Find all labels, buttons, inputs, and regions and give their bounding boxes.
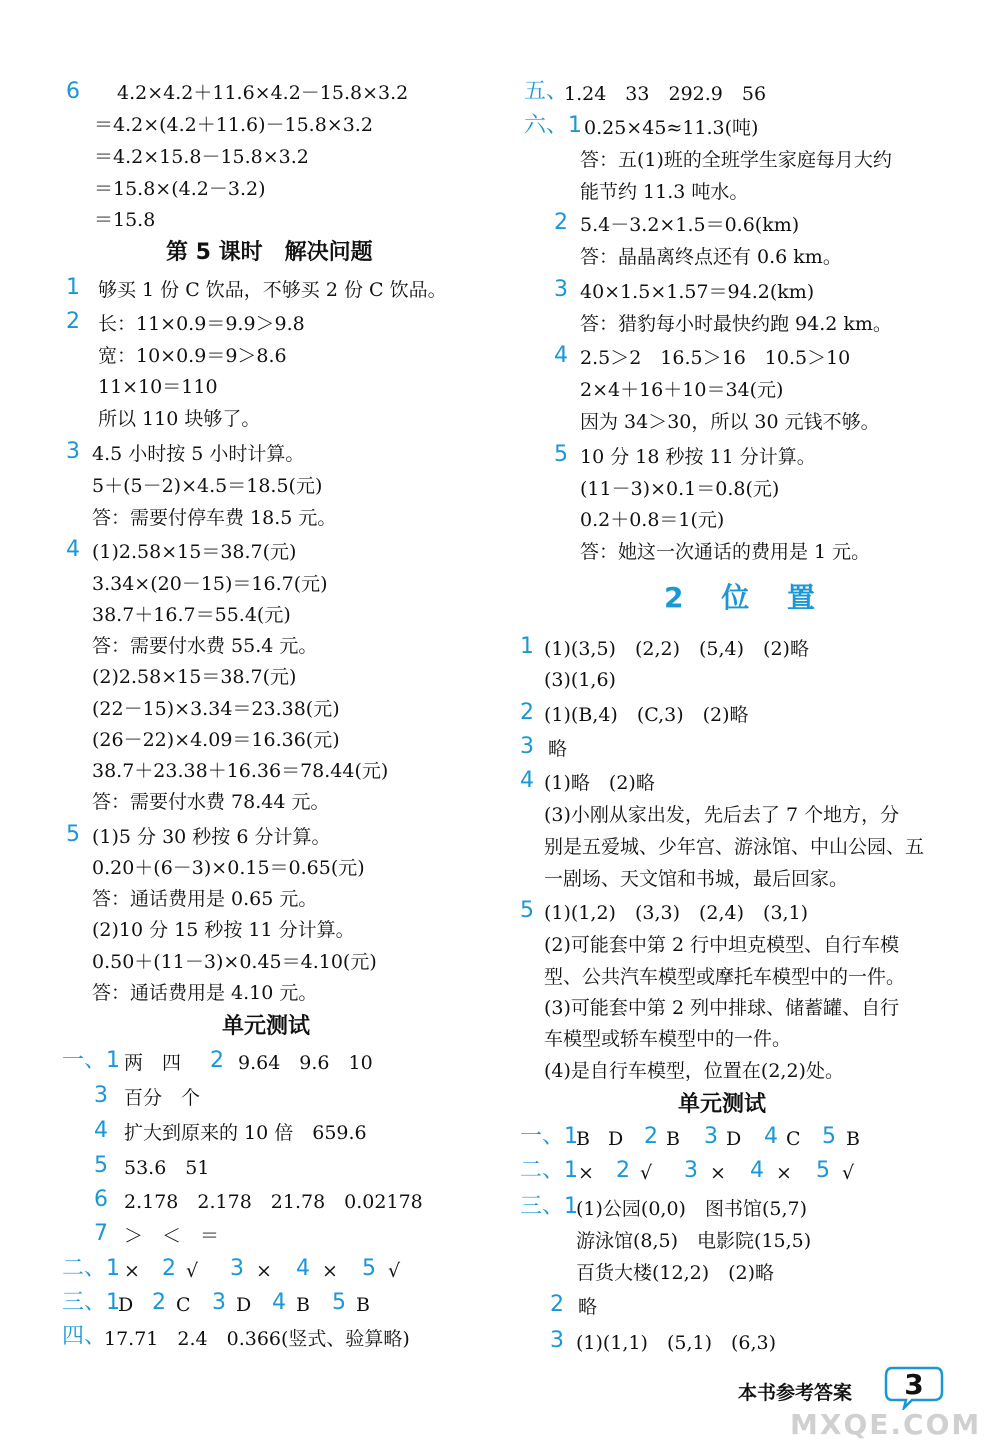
answer-line: 0.2＋0.8＝1(元) bbox=[580, 509, 725, 531]
question-number: 2 bbox=[210, 1048, 224, 1073]
answer-line: (2)可能套中第 2 行中坦克模型、自行车模 bbox=[544, 934, 900, 956]
answer-choice: D bbox=[118, 1294, 134, 1316]
answer-line: 5.4－3.2×1.5＝0.6(km) bbox=[580, 214, 800, 236]
question-number: 二、1 bbox=[62, 1256, 120, 1281]
answer-line: 3.34×(20－15)＝16.7(元) bbox=[92, 573, 328, 595]
answer-line: (4)是自行车模型，位置在(2,2)处。 bbox=[544, 1060, 844, 1082]
question-number: 3 bbox=[684, 1158, 698, 1183]
question-number: 4 bbox=[750, 1158, 764, 1183]
question-number: 6 bbox=[94, 1187, 108, 1212]
question-number: 5 bbox=[332, 1290, 346, 1315]
answer-mark: × bbox=[322, 1260, 338, 1282]
answer-line: 答：她这一次通话的费用是 1 元。 bbox=[580, 541, 871, 563]
answer-line: 能节约 11.3 吨水。 bbox=[580, 181, 749, 203]
page-number-badge bbox=[882, 1362, 946, 1410]
question-number: 4 bbox=[296, 1256, 310, 1281]
question-number: 4 bbox=[520, 768, 534, 793]
answer-line: 百分 个 bbox=[124, 1087, 201, 1109]
answer-choice: B bbox=[356, 1294, 370, 1316]
question-number: 四、 bbox=[62, 1324, 107, 1349]
question-number: 3 bbox=[94, 1083, 108, 1108]
lesson-title: 第 5 课时 解决问题 bbox=[166, 240, 373, 265]
answer-line: 9.64 9.6 10 bbox=[238, 1052, 373, 1074]
answer-line: 2.5＞2 16.5＞16 10.5＞10 bbox=[580, 347, 851, 369]
answer-choice: D bbox=[726, 1128, 742, 1150]
question-number: 六、1 bbox=[524, 113, 582, 138]
answer-line: 38.7＋16.7＝55.4(元) bbox=[92, 604, 291, 626]
answer-mark: √ bbox=[186, 1260, 199, 1282]
question-number: 4 bbox=[94, 1118, 108, 1143]
question-number: 5 bbox=[816, 1158, 830, 1183]
section-title: 2 位 置 bbox=[664, 581, 829, 614]
answer-mark: × bbox=[256, 1260, 272, 1282]
answer-line: (3)可能套中第 2 列中排球、储蓄罐、自行 bbox=[544, 997, 900, 1019]
answer-line: 车模型或轿车模型中的一件。 bbox=[544, 1028, 792, 1050]
answer-line: 略 bbox=[548, 738, 568, 760]
answer-choice: B bbox=[296, 1294, 310, 1316]
question-number: 2 bbox=[66, 309, 80, 334]
watermark: MXQE.COM bbox=[790, 1408, 982, 1441]
answer-line: 答：五(1)班的全班学生家庭每月大约 bbox=[580, 149, 892, 171]
answer-line: 53.6 51 bbox=[124, 1157, 210, 1179]
question-number: 一、1 bbox=[520, 1124, 578, 1149]
answer-line: (1)略 (2)略 bbox=[544, 772, 655, 794]
answer-line: 型、公共汽车模型或摩托车模型中的一件。 bbox=[544, 966, 906, 988]
answer-choice: B bbox=[666, 1128, 680, 1150]
question-number: 三、1 bbox=[62, 1290, 120, 1315]
answer-line: 所以 110 块够了。 bbox=[98, 408, 261, 430]
question-number: 5 bbox=[520, 898, 534, 923]
answer-line: 答：需要付停车费 18.5 元。 bbox=[92, 507, 337, 529]
answer-line: (1)(1,2) (3,3) (2,4) (3,1) bbox=[544, 902, 809, 924]
answer-line: 答：需要付水费 55.4 元。 bbox=[92, 635, 318, 657]
question-number: 1 bbox=[520, 634, 534, 659]
answer-mark: √ bbox=[842, 1162, 855, 1184]
answer-line: 0.20＋(6－3)×0.15＝0.65(元) bbox=[92, 857, 365, 879]
answer-mark: × bbox=[578, 1162, 594, 1184]
question-number: 2 bbox=[162, 1256, 176, 1281]
question-number: 4 bbox=[66, 537, 80, 562]
answer-line: 答：猎豹每小时最快约跑 94.2 km。 bbox=[580, 313, 892, 335]
answer-line: 40×1.5×1.57＝94.2(km) bbox=[580, 281, 815, 303]
question-number: 3 bbox=[212, 1290, 226, 1315]
question-number: 5 bbox=[554, 442, 568, 467]
answer-line: 游泳馆(8,5) 电影院(15,5) bbox=[576, 1230, 812, 1252]
answer-line: 10 分 18 秒按 11 分计算。 bbox=[580, 446, 816, 468]
question-number: 五、 bbox=[524, 79, 569, 104]
answer-line: 2×4＋16＋10＝34(元) bbox=[580, 379, 784, 401]
footer-label: 本书参考答案 bbox=[738, 1382, 853, 1404]
answer-choice: C bbox=[176, 1294, 191, 1316]
answer-line: 4.5 小时按 5 小时计算。 bbox=[92, 443, 305, 465]
question-number: 2 bbox=[644, 1124, 658, 1149]
answer-line: 答：通话费用是 0.65 元。 bbox=[92, 888, 318, 910]
answer-line: 答：通话费用是 4.10 元。 bbox=[92, 982, 318, 1004]
question-number: 6 bbox=[66, 79, 80, 104]
answer-line: 一剧场、天文馆和书城，最后回家。 bbox=[544, 868, 849, 890]
question-number: 2 bbox=[152, 1290, 166, 1315]
question-number: 3 bbox=[66, 439, 80, 464]
answer-line: (1)5 分 30 秒按 6 分计算。 bbox=[92, 826, 331, 848]
answer-line: 答：需要付水费 78.44 元。 bbox=[92, 791, 330, 813]
question-number: 5 bbox=[94, 1153, 108, 1178]
question-number: 三、1 bbox=[520, 1194, 578, 1219]
answer-mark: √ bbox=[640, 1162, 653, 1184]
answer-mark: × bbox=[710, 1162, 726, 1184]
answer-line: ＝15.8 bbox=[94, 209, 156, 231]
answer-line: 0.50＋(11－3)×0.45＝4.10(元) bbox=[92, 951, 377, 973]
answer-choice: C bbox=[786, 1128, 801, 1150]
answer-line: 宽：10×0.9＝9＞8.6 bbox=[98, 345, 287, 367]
answer-mark: × bbox=[124, 1260, 140, 1282]
question-number: 4 bbox=[764, 1124, 778, 1149]
page-number: 3 bbox=[904, 1368, 924, 1401]
question-number: 5 bbox=[66, 822, 80, 847]
answer-line: 1.24 33 292.9 56 bbox=[564, 83, 767, 105]
answer-line: 因为 34＞30，所以 30 元钱不够。 bbox=[580, 411, 880, 433]
question-number: 4 bbox=[554, 343, 568, 368]
answer-line: 别是五爱城、少年宫、游泳馆、中山公园、五 bbox=[544, 836, 925, 858]
answer-line: 够买 1 份 C 饮品，不够买 2 份 C 饮品。 bbox=[98, 279, 447, 301]
answer-line: 11×10＝110 bbox=[98, 376, 218, 398]
answer-line: (2)2.58×15＝38.7(元) bbox=[92, 666, 297, 688]
question-number: 2 bbox=[554, 210, 568, 235]
answer-line: 38.7＋23.38＋16.36＝78.44(元) bbox=[92, 760, 389, 782]
answer-line: 两 四 bbox=[124, 1052, 182, 1074]
answer-line: (1)(B,4) (C,3) (2)略 bbox=[544, 704, 749, 726]
answer-mark: √ bbox=[388, 1260, 401, 1282]
question-number: 1 bbox=[66, 275, 80, 300]
answer-choice: D bbox=[608, 1128, 624, 1150]
unit-test-title: 单元测试 bbox=[678, 1092, 767, 1117]
answer-line: 17.71 2.4 0.366(竖式、验算略) bbox=[104, 1328, 410, 1350]
answer-line: (3)小刚从家出发，先后去了 7 个地方，分 bbox=[544, 804, 900, 826]
question-number: 3 bbox=[704, 1124, 718, 1149]
answer-line: 5＋(5－2)×4.5＝18.5(元) bbox=[92, 475, 323, 497]
answer-choice: B bbox=[846, 1128, 860, 1150]
answer-line: ＝15.8×(4.2－3.2) bbox=[94, 178, 266, 200]
question-number: 2 bbox=[520, 700, 534, 725]
question-number: 3 bbox=[520, 734, 534, 759]
question-number: 3 bbox=[550, 1328, 564, 1353]
answer-line: 百货大楼(12,2) (2)略 bbox=[576, 1262, 775, 1284]
answer-line: (26－22)×4.09＝16.36(元) bbox=[92, 729, 340, 751]
answer-choice: B bbox=[576, 1128, 590, 1150]
question-number: 3 bbox=[230, 1256, 244, 1281]
question-number: 2 bbox=[550, 1292, 564, 1317]
question-number: 5 bbox=[362, 1256, 376, 1281]
question-number: 一、1 bbox=[62, 1048, 120, 1073]
question-number: 2 bbox=[616, 1158, 630, 1183]
unit-test-title: 单元测试 bbox=[222, 1014, 311, 1039]
question-number: 3 bbox=[554, 277, 568, 302]
answer-line: 长：11×0.9＝9.9＞9.8 bbox=[98, 313, 305, 335]
answer-line: (2)10 分 15 秒按 11 分计算。 bbox=[92, 919, 355, 941]
answer-line: 4.2×4.2＋11.6×4.2－15.8×3.2 bbox=[117, 82, 409, 104]
question-number: 二、1 bbox=[520, 1158, 578, 1183]
question-number: 5 bbox=[822, 1124, 836, 1149]
answer-line: 略 bbox=[578, 1296, 598, 1318]
answer-line: (1)2.58×15＝38.7(元) bbox=[92, 541, 297, 563]
answer-line: (22－15)×3.34＝23.38(元) bbox=[92, 698, 340, 720]
answer-line: ＝4.2×(4.2＋11.6)－15.8×3.2 bbox=[94, 114, 373, 136]
answer-line: 答：晶晶离终点还有 0.6 km。 bbox=[580, 246, 842, 268]
answer-line: (11－3)×0.1＝0.8(元) bbox=[580, 478, 780, 500]
answer-choice: D bbox=[236, 1294, 252, 1316]
answer-line: ＞ ＜ ＝ bbox=[124, 1225, 220, 1247]
answer-line: (3)(1,6) bbox=[544, 669, 616, 691]
answer-line: (1)(3,5) (2,2) (5,4) (2)略 bbox=[544, 638, 809, 660]
answer-line: 2.178 2.178 21.78 0.02178 bbox=[124, 1191, 423, 1213]
answer-line: ＝4.2×15.8－15.8×3.2 bbox=[94, 146, 309, 168]
answer-mark: × bbox=[776, 1162, 792, 1184]
question-number: 4 bbox=[272, 1290, 286, 1315]
answer-line: (1)(1,1) (5,1) (6,3) bbox=[576, 1332, 777, 1354]
answer-line: 扩大到原来的 10 倍 659.6 bbox=[124, 1122, 367, 1144]
question-number: 7 bbox=[94, 1221, 108, 1246]
answer-line: (1)公园(0,0) 图书馆(5,7) bbox=[576, 1198, 807, 1220]
answer-line: 0.25×45≈11.3(吨) bbox=[584, 117, 759, 139]
